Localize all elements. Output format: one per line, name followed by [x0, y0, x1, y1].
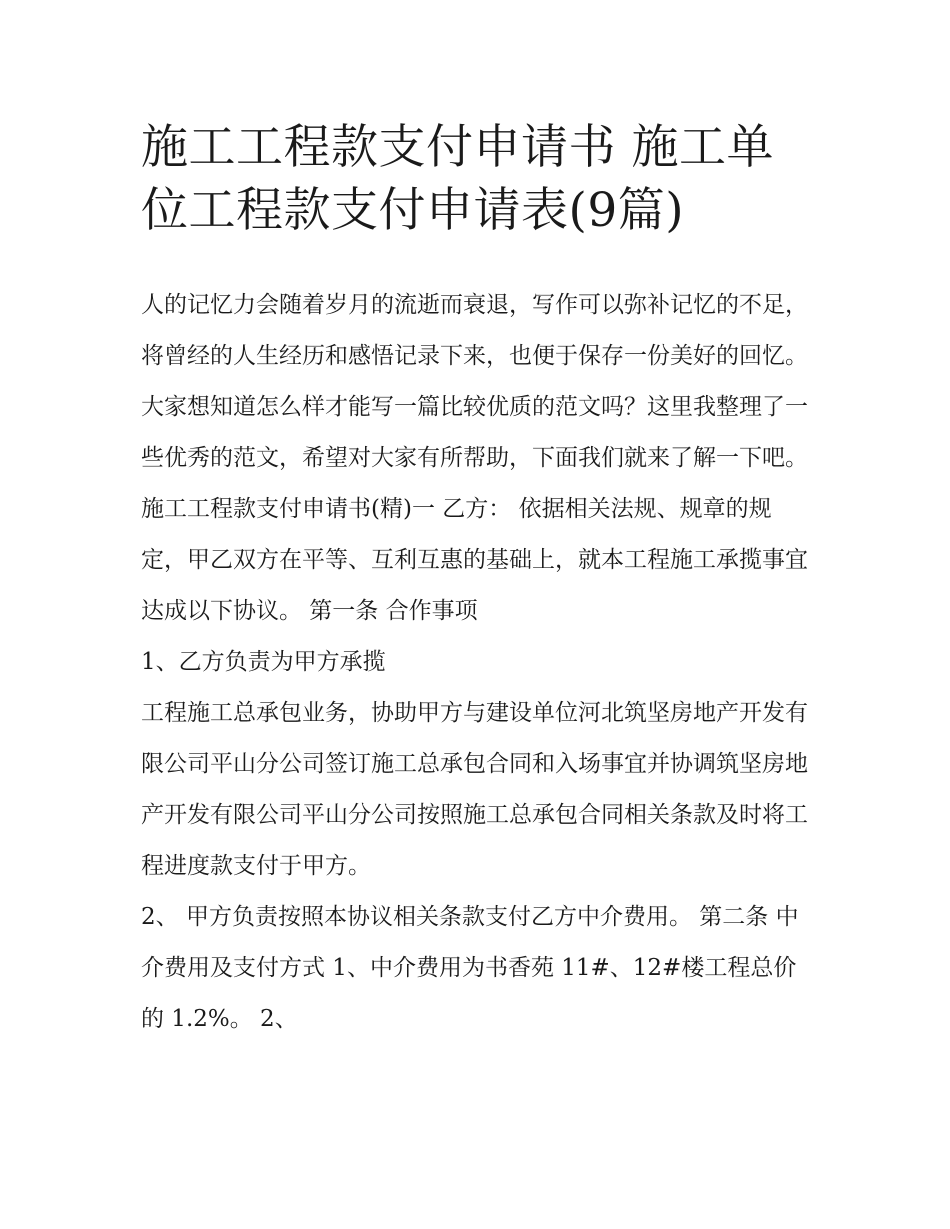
clause-1-heading: 1、乙方负责为甲方承揽 [141, 649, 386, 675]
clause-2-paragraph: 2、 甲方负责按照本协议相关条款支付乙方中介费用。 第二条 中介费用及支付方式 1、中介费用为书香苑 11#、12#楼工程总价的 1.2%。 2、 [141, 904, 799, 1032]
clause-1-paragraph: 工程施工总承包业务，协助甲方与建设单位河北筑坚房地产开发有限公司平山分公司签订施工总承包合同和入场事宜并协调筑坚房地产开发有限公司平山分公司按照施工总承包合同相关条款及时将工程进度款支付于甲方。 [141, 700, 808, 879]
intro-paragraph: 人的记忆力会随着岁月的流逝而衰退，写作可以弥补记忆的不足，将曾经的人生经历和感悟记录下来，也便于保存一份美好的回忆。大家想知道怎么样才能写一篇比较优质的范文吗？这里我整理了一些优秀的范文，希望对大家有所帮助，下面我们就来了解一下吧。 [141, 292, 808, 471]
document-title: 施工工程款支付申请书 施工单位工程款支付申请表(9篇) [141, 120, 774, 238]
agreement-paragraph: 施工工程款支付申请书(精)一 乙方： 依据相关法规、规章的规定，甲乙双方在平等、互利互惠的基础上，就本工程施工承揽事宜达成以下协议。 第一条 合作事项 [141, 496, 808, 624]
document-body [141, 280, 813, 1045]
